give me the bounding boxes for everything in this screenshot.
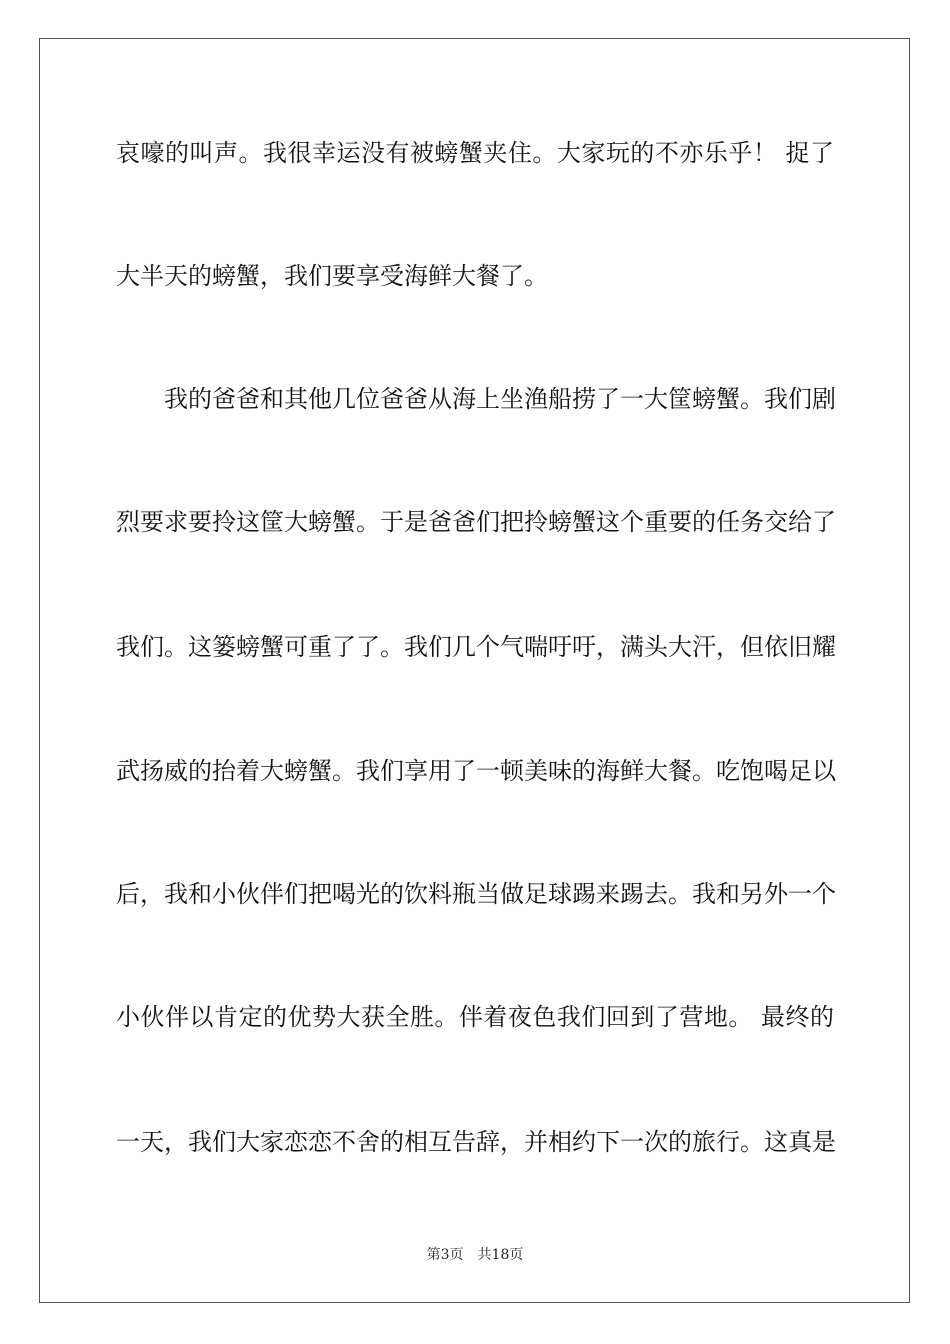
body-line-3: 我的爸爸和其他几位爸爸从海上坐渔船捞了一大筐螃蟹。我们剧 [164,385,836,413]
body-line-1: 哀嚎的叫声。我很幸运没有被螃蟹夹住。大家玩的不亦乐乎！ 捉了 [116,139,834,167]
page-total: 共18页 [477,1247,524,1263]
body-line-5: 我们。这篓螃蟹可重了了。我们几个气喘吁吁，满头大汗，但依旧耀 [116,633,836,661]
page-frame [39,38,910,1303]
body-line-9: 一天，我们大家恋恋不舍的相互告辞，并相约下一次的旅行。这真是 [116,1128,836,1156]
body-line-4: 烈要求要拎这筐大螃蟹。于是爸爸们把拎螃蟹这个重要的任务交给了 [116,508,836,536]
page-number: 第3页 [426,1247,464,1263]
body-line-2: 大半天的螃蟹，我们要享受海鲜大餐了。 [116,262,548,290]
body-line-7: 后，我和小伙伴们把喝光的饮料瓶当做足球踢来踢去。我和另外一个 [116,880,836,908]
body-line-8: 小伙伴以肯定的优势大获全胜。伴着夜色我们回到了营地。 最终的 [116,1003,834,1031]
page-footer [0,1246,950,1264]
body-line-6: 武扬威的抬着大螃蟹。我们享用了一顿美味的海鲜大餐。吃饱喝足以 [116,757,836,785]
